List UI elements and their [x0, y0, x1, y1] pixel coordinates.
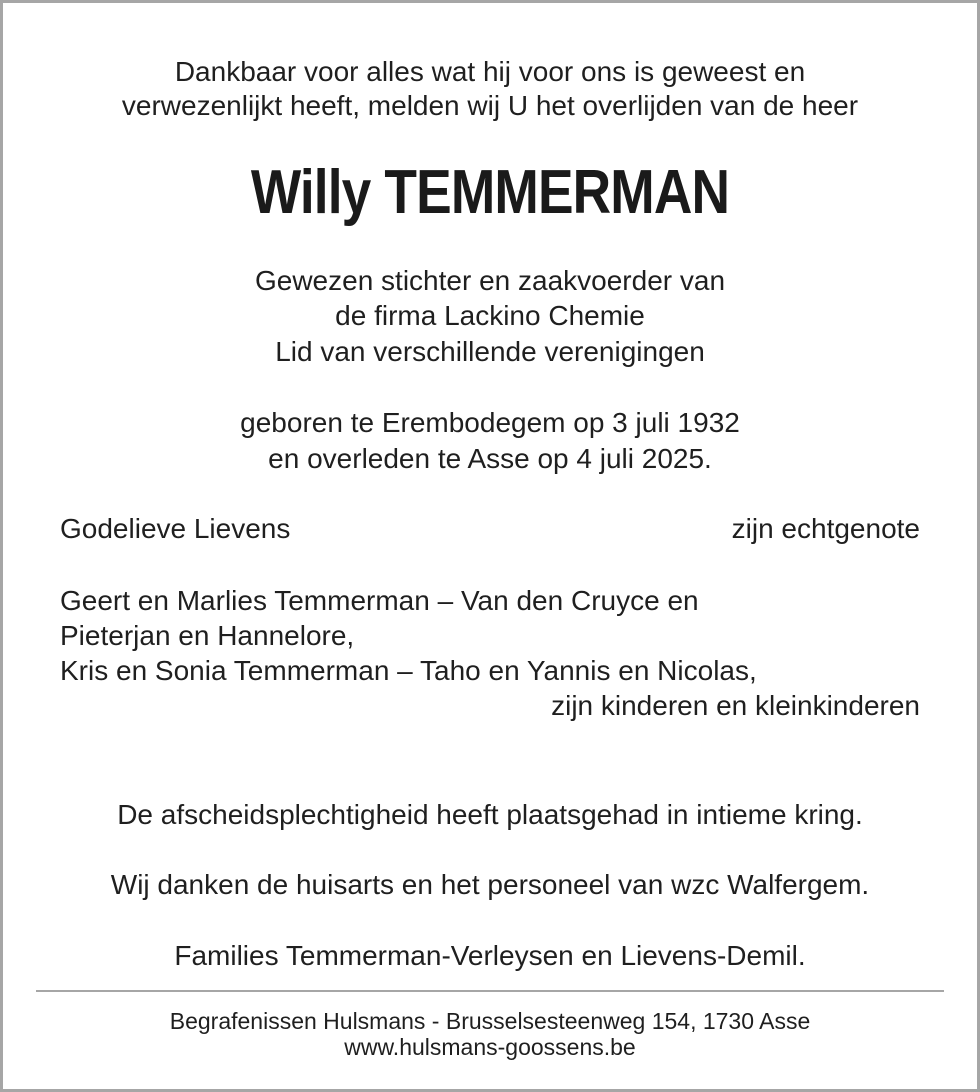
role-line-1: Gewezen stichter en zaakvoerder van — [254, 265, 726, 296]
children-line-3: Kris en Sonia Temmerman – Taho en Yannis en Nicolas, — [60, 655, 757, 686]
death-line: en overleden te Asse op 4 juli 2025. — [268, 443, 712, 474]
role-line-2: de firma Lackino Chemie — [335, 300, 645, 331]
spouse-name: Godelieve Lievens — [60, 513, 291, 544]
spouse-relation: zijn echtgenote — [731, 513, 920, 544]
closing-thanks: Wij danken de huisarts en het personeel van wzc Walfergem. — [110, 869, 870, 900]
closing-families: Families Temmerman-Verleysen en Lievens-Demil. — [174, 940, 806, 971]
role-line-3: Lid van verschillende verenigingen — [275, 336, 705, 367]
birth-line: geboren te Erembodegem op 3 juli 1932 — [240, 407, 740, 438]
footer-divider — [36, 990, 944, 992]
children-line-1: Geert en Marlies Temmerman – Van den Cruyce en — [60, 585, 699, 616]
intro-line-2: verwezenlijkt heeft, melden wij U het overlijden van de heer — [121, 90, 859, 121]
children-line-2: Pieterjan en Hannelore, — [60, 620, 355, 651]
footer-address: Begrafenissen Hulsmans - Brusselsesteenweg 154, 1730 Asse — [169, 1008, 811, 1034]
intro-line-1: Dankbaar voor alles wat hij voor ons is geweest en — [174, 56, 806, 87]
deceased-name: Willy TEMMERMAN — [250, 158, 730, 227]
footer-website: www.hulsmans-goossens.be — [344, 1034, 636, 1060]
children-relation: zijn kinderen en kleinkinderen — [551, 690, 920, 721]
closing-ceremony: De afscheidsplechtigheid heeft plaatsgehad in intieme kring. — [117, 799, 863, 830]
